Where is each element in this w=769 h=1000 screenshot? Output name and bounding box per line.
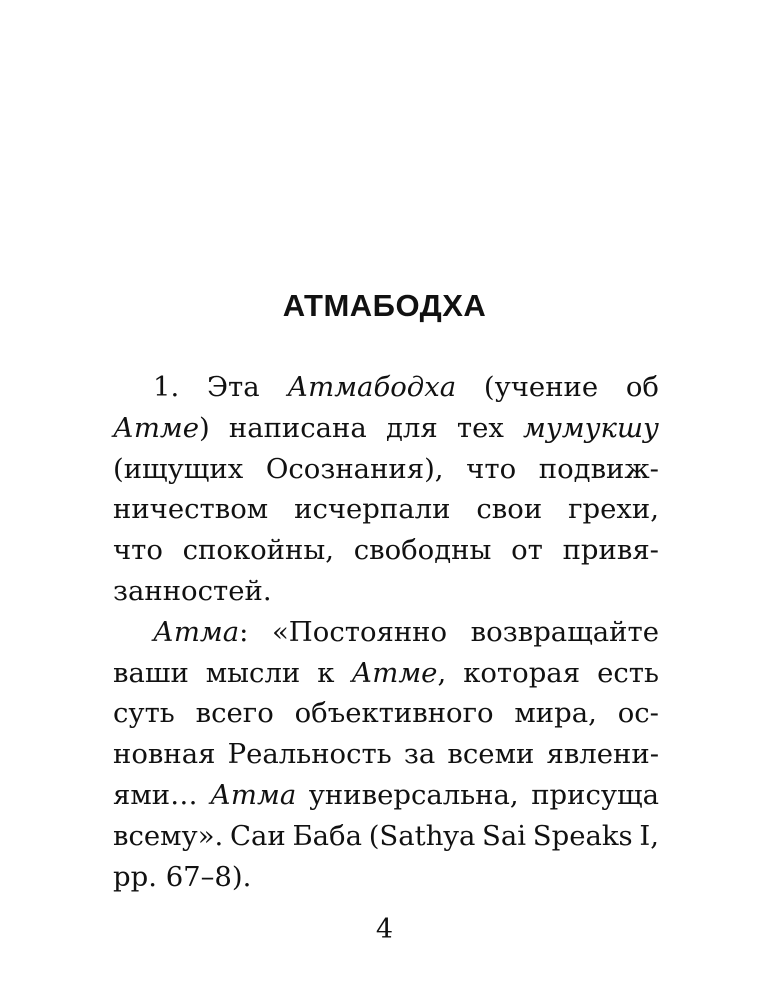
word: (учение xyxy=(483,371,599,403)
word: (Sathya xyxy=(368,819,476,852)
word-atme-2: Атме, xyxy=(351,656,447,689)
word: универсальна, xyxy=(308,778,519,811)
page-number: 4 xyxy=(375,914,394,945)
word: возвращайте xyxy=(470,615,659,648)
word: Speaks xyxy=(532,819,633,852)
word: Реальность xyxy=(227,738,392,771)
word: всего xyxy=(195,697,274,730)
word: что xyxy=(113,534,163,567)
word: суть xyxy=(113,697,175,730)
text-line xyxy=(113,449,659,490)
word: всеми xyxy=(447,738,535,771)
word: к xyxy=(317,656,335,689)
word: для xyxy=(385,411,438,444)
word: Саи xyxy=(229,819,286,852)
word: есть xyxy=(597,656,659,689)
word: исчерпали xyxy=(294,493,451,526)
text-line xyxy=(113,489,659,530)
word: написана xyxy=(228,411,367,444)
text-line xyxy=(113,367,659,408)
text-line xyxy=(113,571,659,612)
word: ями… xyxy=(113,778,198,811)
word: объективного xyxy=(294,697,494,730)
text-line xyxy=(113,530,659,571)
word: явлени- xyxy=(546,738,659,771)
text-line xyxy=(113,816,659,857)
word-atma: Атма: xyxy=(153,615,249,648)
text-line xyxy=(113,408,659,449)
text-line xyxy=(113,612,659,653)
word: присуща xyxy=(531,778,659,811)
word: грехи, xyxy=(568,493,659,526)
verse-number: 1. xyxy=(153,371,180,403)
word: что xyxy=(466,452,517,485)
word: мира, xyxy=(514,697,597,730)
word: Баба xyxy=(292,819,362,852)
word: ос- xyxy=(617,697,659,730)
word: привя- xyxy=(562,534,659,567)
word: (ищущих xyxy=(113,452,244,485)
word: занностей. xyxy=(113,574,272,607)
word: свободны xyxy=(353,534,492,567)
word: тех xyxy=(456,411,504,444)
chapter-title: АТМАБОДХА xyxy=(282,288,487,323)
body-text xyxy=(113,367,659,897)
word-atme: Атме) xyxy=(113,411,210,444)
word: ничеством xyxy=(113,493,269,526)
word: за xyxy=(403,738,436,771)
text-line xyxy=(113,653,659,694)
word: Sai xyxy=(482,819,527,852)
term-atme: Атме xyxy=(113,411,199,444)
word: всему». xyxy=(113,819,224,852)
term-atma: Атма xyxy=(210,778,297,811)
text-line xyxy=(113,775,659,816)
word: Эта xyxy=(206,371,260,403)
word: мысли xyxy=(205,656,301,689)
term-atma: Атма xyxy=(153,615,240,648)
word: об xyxy=(625,371,659,403)
term-atmabodha: Атмабодха xyxy=(287,371,457,403)
word: спокойны, xyxy=(182,534,334,567)
word: от xyxy=(511,534,543,567)
text-line xyxy=(113,693,659,734)
text-line xyxy=(113,857,659,898)
citation-pages: pp. 67–8). xyxy=(113,860,252,893)
word: подвиж- xyxy=(538,452,659,485)
word: Осознания), xyxy=(265,452,444,485)
word: «Постоянно xyxy=(271,615,448,648)
word: свои xyxy=(476,493,543,526)
word: ваши xyxy=(113,656,189,689)
term-atme: Атме xyxy=(351,656,438,689)
text-line xyxy=(113,734,659,775)
word: I, xyxy=(639,819,659,852)
word: которая xyxy=(463,656,581,689)
term-mumukshu: мумукшу xyxy=(523,411,659,444)
word: новная xyxy=(113,738,216,771)
